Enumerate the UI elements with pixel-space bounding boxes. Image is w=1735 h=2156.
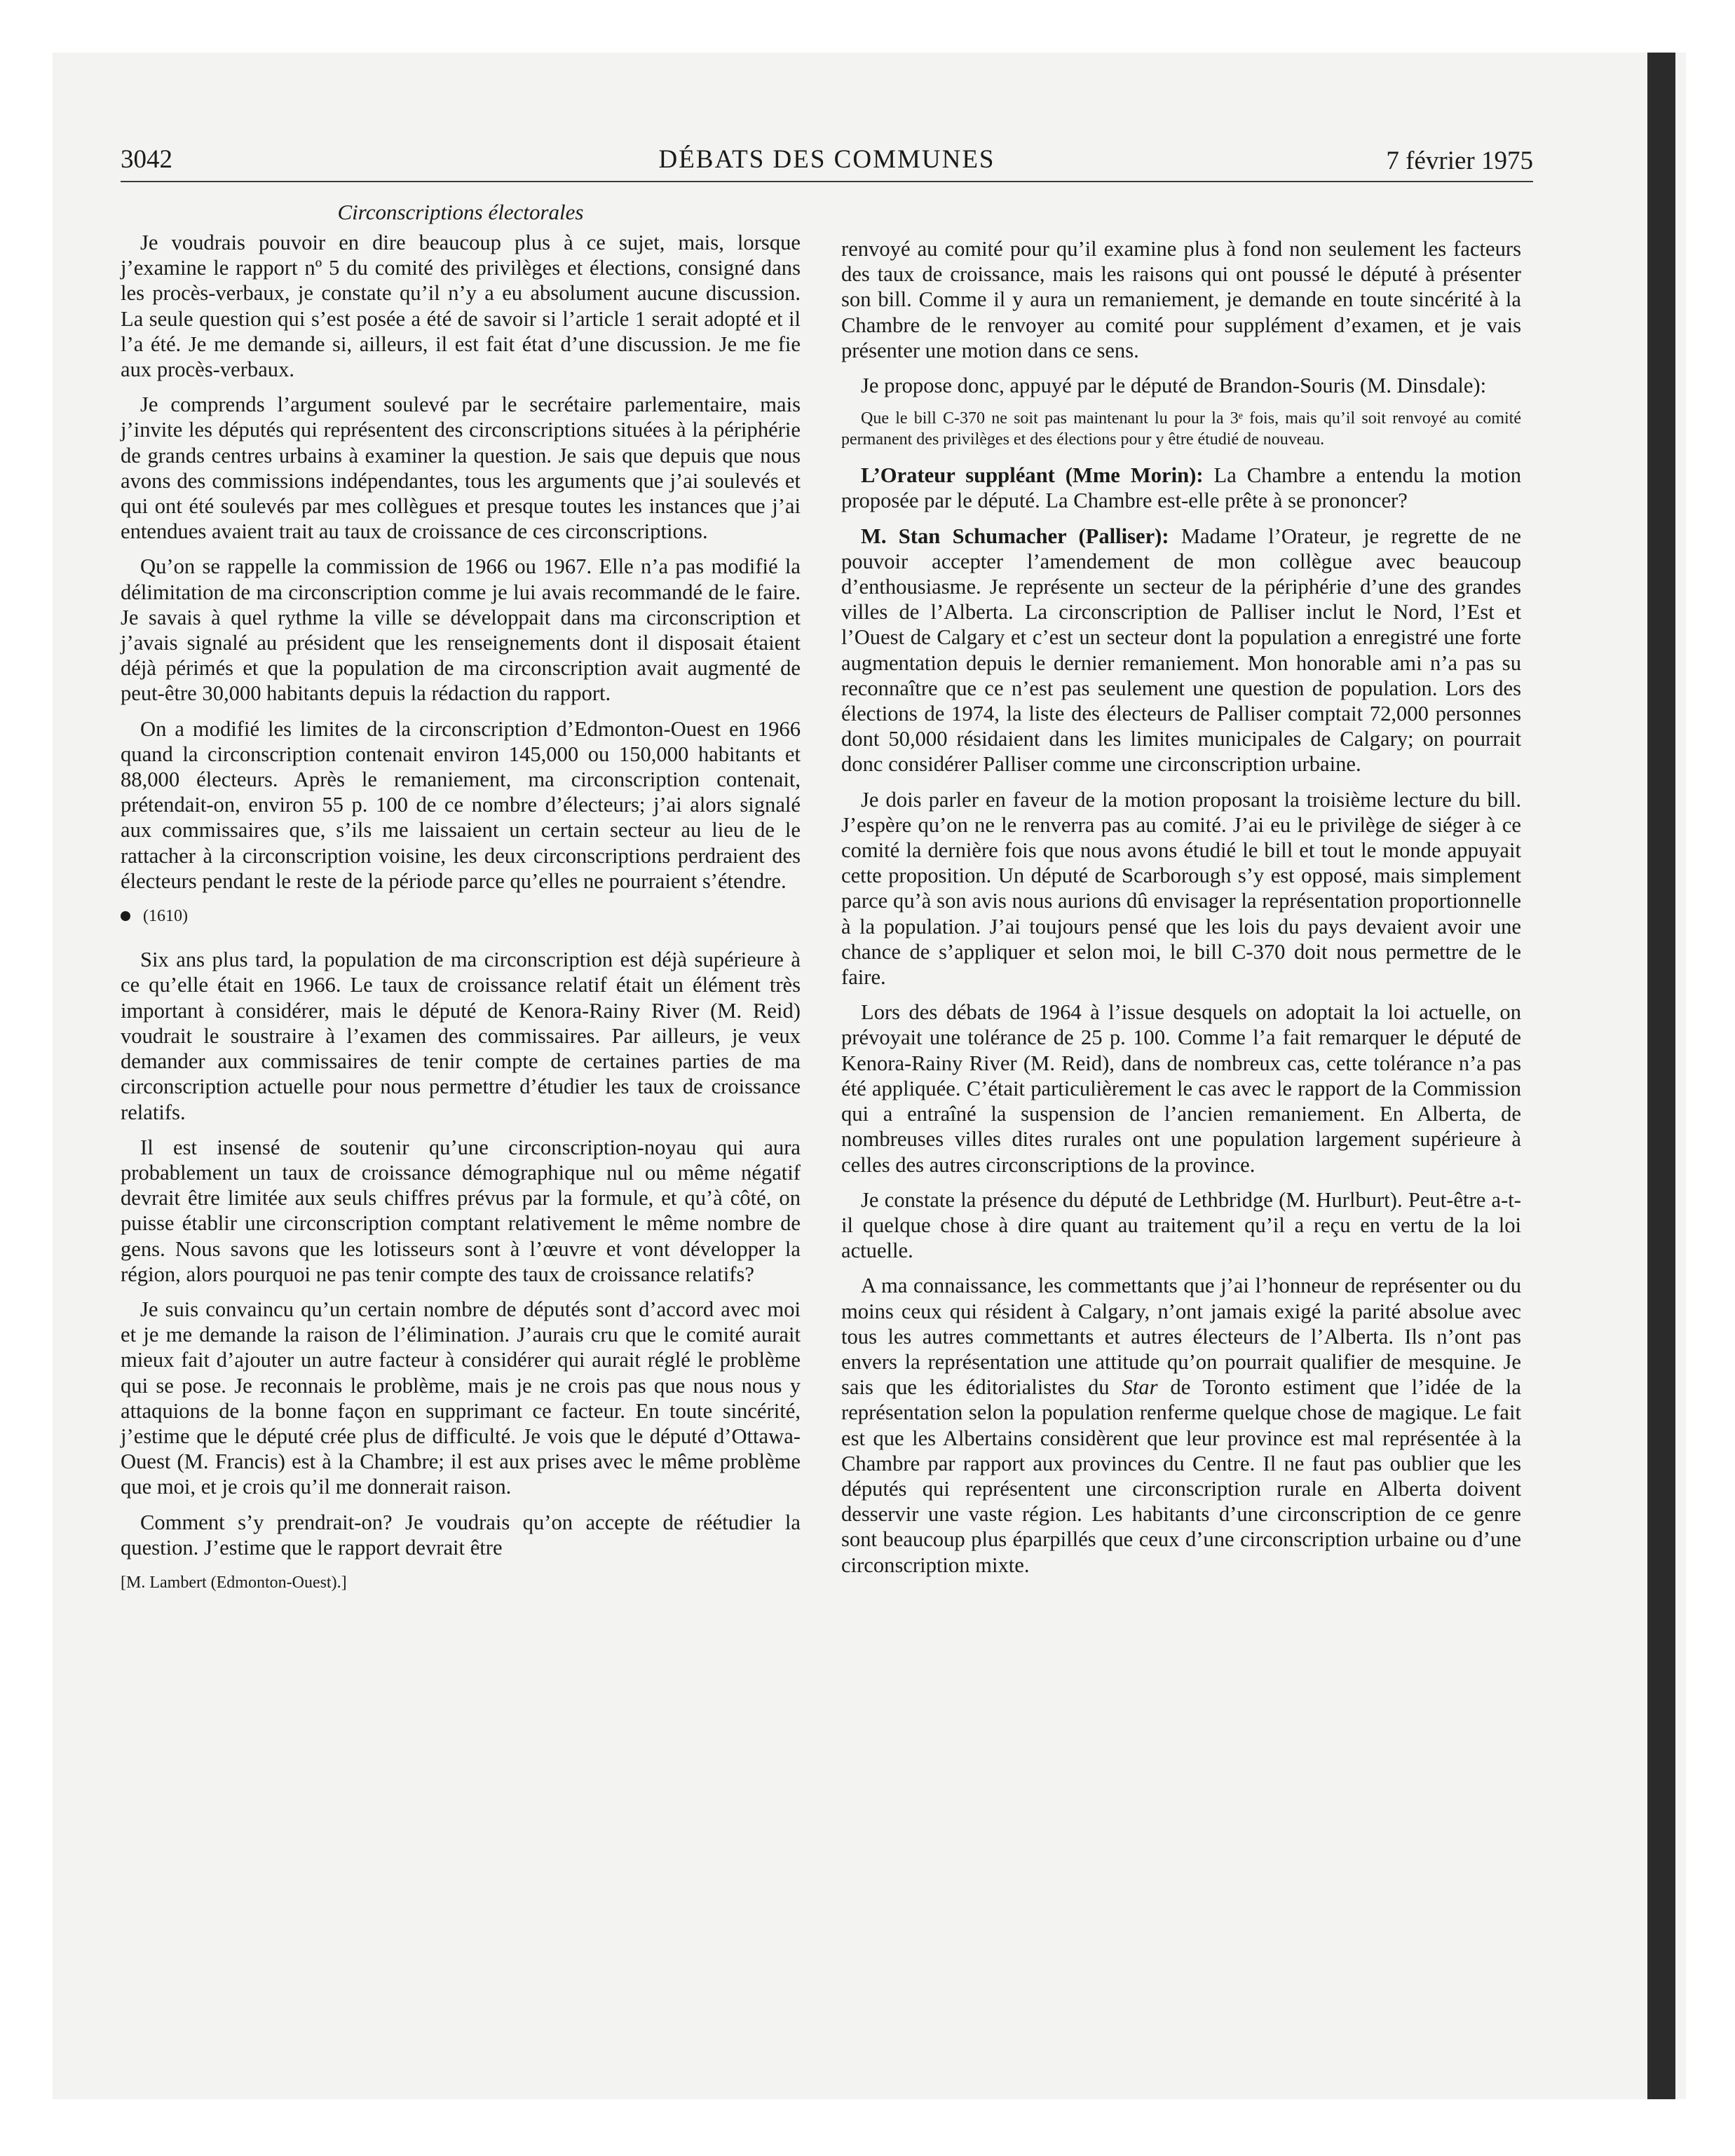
paragraph: Je voudrais pouvoir en dire beaucoup plus à ce sujet, mais, lorsque j’examine le rapport nº 5 du comité des privilèges et élections, consigné dans les procès-verbaux, je constate qu’il n’y a eu absolument aucune discussion. La seule question qui s’est posée a été de savoir si l’article 1 serait adopté et il l’a été. Je me demande si, ailleurs, il est fait état d’une discussion. Je me fie aux procès-verbaux. [121, 231, 801, 382]
paragraph: renvoyé au comité pour qu’il examine plus à fond non seulement les facteurs des taux de croissance, mais les raisons qui ont poussé le député à présenter son bill. Comme il y aura un remaniement, je demande en toute sincérité à la Chambre de le renvoyer au comité pour supplément d’examen, et je vais présenter une motion dans ce sens. [841, 237, 1521, 362]
paragraph: Qu’on se rappelle la commission de 1966 ou 1967. Elle n’a pas modifié la délimitation de ma circonscription comme je lui avais recommandé de le faire. Je savais à quel rythme la ville se développait dans ma circonscription et j’avais signalé au président que les renseignements dont il disposait étaient déjà périmés et que la population de ma circonscription avait augmenté de peut-être 30,000 habitants depuis la rédaction du rapport. [121, 554, 801, 706]
speech-deputy-speaker [841, 463, 1521, 513]
scan-edge-shadow [1647, 53, 1675, 2099]
speaker-name: M. Stan Schumacher (Palliser): [861, 524, 1169, 548]
paragraph: Je comprends l’argument soulevé par le secrétaire parlementaire, mais j’invite les députés qui représentent des circonscriptions situées à la périphérie de grands centres urbains à examiner la question. Je sais que depuis que nous avons des commissions indépendantes, tous les arguments que j’ai soulevés et qui ont été soulevés par mes collègues et presque toutes les instances que j’ai entendues avaient trait au taux de croissance de ces circonscriptions. [121, 393, 801, 544]
paragraph: Je propose donc, appuyé par le député de Brandon-Souris (M. Dinsdale): [861, 374, 1487, 398]
paragraph: Je constate la présence du député de Lethbridge (M. Hurlburt). Peut-être a-t-il quelque chose à dire quant au traitement qu’il a reçu en vertu de la loi actuelle. [841, 1187, 1521, 1263]
motion-text: Que le bill C-370 ne soit pas maintenant lu pour la 3ᵉ fois, mais qu’il soit renvoyé au comité permanent des privilèges et des élections pour y être étudié de nouveau. [841, 409, 1521, 449]
paragraph: Je suis convaincu qu’un certain nombre de députés sont d’accord avec moi et je me demande la raison de l’élimination. J’aurais cru que le comité aurait mieux fait d’ajouter un autre facteur à considérer qui aurait réglé le problème qui se pose. Je reconnais le problème, mais je ne crois pas que nous nous y attaquions de la bonne façon en supprimant ce facteur. En toute sincérité, j’estime que le député crée plus de difficulté. Je vois que le député d’Ottawa-Ouest (M. Francis) est à la Chambre; il est aux prises avec le même problème que moi, et je crois qu’il me donnerait raison. [121, 1297, 801, 1499]
paragraph: Lors des débats de 1964 à l’issue desquels on adoptait la loi actuelle, on prévoyait une tolérance de 25 p. 100. Comme l’a fait remarquer le député de Kenora-Rainy River (M. Reid), dans de nombreux cas, cette tolérance n’a pas été appliquée. C’était particulièrement le cas avec le rapport de la Commission qui a entraîné la suspension de l’ancien remaniement. En Alberta, de nombreuses villes dites rurales ont une population largement supérieure à celles des autres circonscriptions de la province. [841, 1000, 1521, 1177]
paragraph [841, 1273, 1521, 1577]
publication-title: DÉBATS DES COMMUNES [658, 145, 995, 174]
text-run: de Toronto estiment que l’idée de la représentation selon la population renferme quelque chose de magique. Le fait est que les Albertains considèrent que leur province est mal représentée à la Chambre par rapport aux provinces du Centre. Il ne faut pas oublier que les députés qui représentent une circonscription rurale en Alberta doivent desservir une vaste région. Les habitants d’une circonscription de ce genre sont beaucoup plus éparpillés que ceux d’une circonscription urbaine ou d’une circonscription mixte. [841, 1375, 1522, 1577]
page-number: 3042 [121, 145, 172, 174]
publication-date: 7 février 1975 [1386, 146, 1533, 175]
paragraph: Comment s’y prendrait-on? Je voudrais qu’on accepte de réétudier la question. J’estime que le rapport devrait être [121, 1510, 801, 1560]
bullet-icon [121, 911, 130, 921]
paragraph: Je dois parler en faveur de la motion proposant la troisième lecture du bill. J’espère qu’on ne le renverra pas au comité. J’ai eu le privilège de siéger à ce comité la dernière fois que nous avons étudié le bill et tout le monde appuyait cette proposition. Un député de Scarborough s’y est opposé, mais simplement parce qu’à son avis nous aurions dû envisager la représentation proportionnelle à la population. J’ai toujours pensé que les lois du pays devaient avoir une chance de s’appliquer et selon moi, le bill C-370 doit nous permettre de le faire. [841, 787, 1521, 990]
newspaper-name: Star [1122, 1375, 1158, 1400]
right-column [841, 236, 1521, 1588]
speaker-name: L’Orateur suppléant (Mme Morin): [861, 463, 1204, 488]
left-column [121, 199, 801, 1595]
speaker-reference: [M. Lambert (Edmonton-Ouest).] [121, 1573, 347, 1592]
paragraph: Il est insensé de soutenir qu’une circonscription-noyau qui aura probablement un taux de croissance démographique nul ou même négatif devrait être limitée aux seuls chiffres prévus par la formule, et qu’à côté, on puisse établir une circonscription comptant relativement le même nombre de gens. Nous savons que les lotisseurs sont à l’œuvre et vont développer la région, alors pourquoi ne pas tenir compte des taux de croissance relatifs? [121, 1135, 801, 1286]
time-marker-label: (1610) [143, 907, 188, 926]
speech-text: La Chambre a entendu la motion proposée par le député. La Chambre est-elle prête à se prononcer? [841, 463, 1521, 513]
paragraph: Six ans plus tard, la population de ma circonscription est déjà supérieure à ce qu’elle était en 1966. Le taux de croissance relatif était un élément très important à considérer, mais le député de Kenora-Rainy River (M. Reid) voudrait le soustraire à l’examen des commissaires. Par ailleurs, je veux demander aux commissaires de tenir compte de certaines parties de ma circonscription actuelle pour nous permettre d’étudier les taux de croissance relatifs. [121, 948, 801, 1124]
time-marker [121, 903, 801, 929]
section-heading: Circonscriptions électorales [337, 200, 584, 224]
speech-schumacher [841, 524, 1521, 777]
paragraph: On a modifié les limites de la circonscription d’Edmonton-Ouest en 1966 quand la circonscription contenait environ 145,000 ou 150,000 habitants et 88,000 électeurs. Après le remaniement, ma circonscription contenait, prétendait-on, environ 55 p. 100 de ce nombre d’électeurs; j’ai alors signalé aux commissaires que, s’ils me laissaient un certain secteur au lieu de le rattacher à la circonscription voisine, les deux circonscriptions perdraient des électeurs pendant le reste de la période parce qu’elles ne pourraient s’étendre. [121, 716, 801, 893]
speech-text: Madame l’Orateur, je regrette de ne pouvoir accepter l’amendement de mon collègue avec beaucoup d’enthousiasme. Je représente un secteur de la périphérie d’une des grandes villes de l’Alberta. La circonscription de Palliser inclut le Nord, l’Est et l’Ouest de Calgary et c’est un secteur dont la population a enregistré une forte augmentation depuis le dernier remaniement. Mon honorable ami n’a pas su reconnaître que ce n’est pas seulement une question de population. Lors des élections de 1974, la liste des électeurs de Palliser comptait 72,000 personnes dont 50,000 résidaient dans les limites municipales de Calgary; on pourrait donc considérer Palliser comme une circonscription urbaine. [841, 524, 1521, 777]
text-run: A ma connaissance, les commettants que j’ai l’honneur de représenter ou du moins ceux qui résident à Calgary, n’ont jamais exigé la parité absolue avec tous les autres commettants et autres électeurs de l’Alberta. Ils n’ont pas envers la représentation une attitude qu’on pourrait qualifier de mesquine. Je sais que les éditorialistes du [841, 1274, 1521, 1400]
page-header [121, 142, 1533, 182]
